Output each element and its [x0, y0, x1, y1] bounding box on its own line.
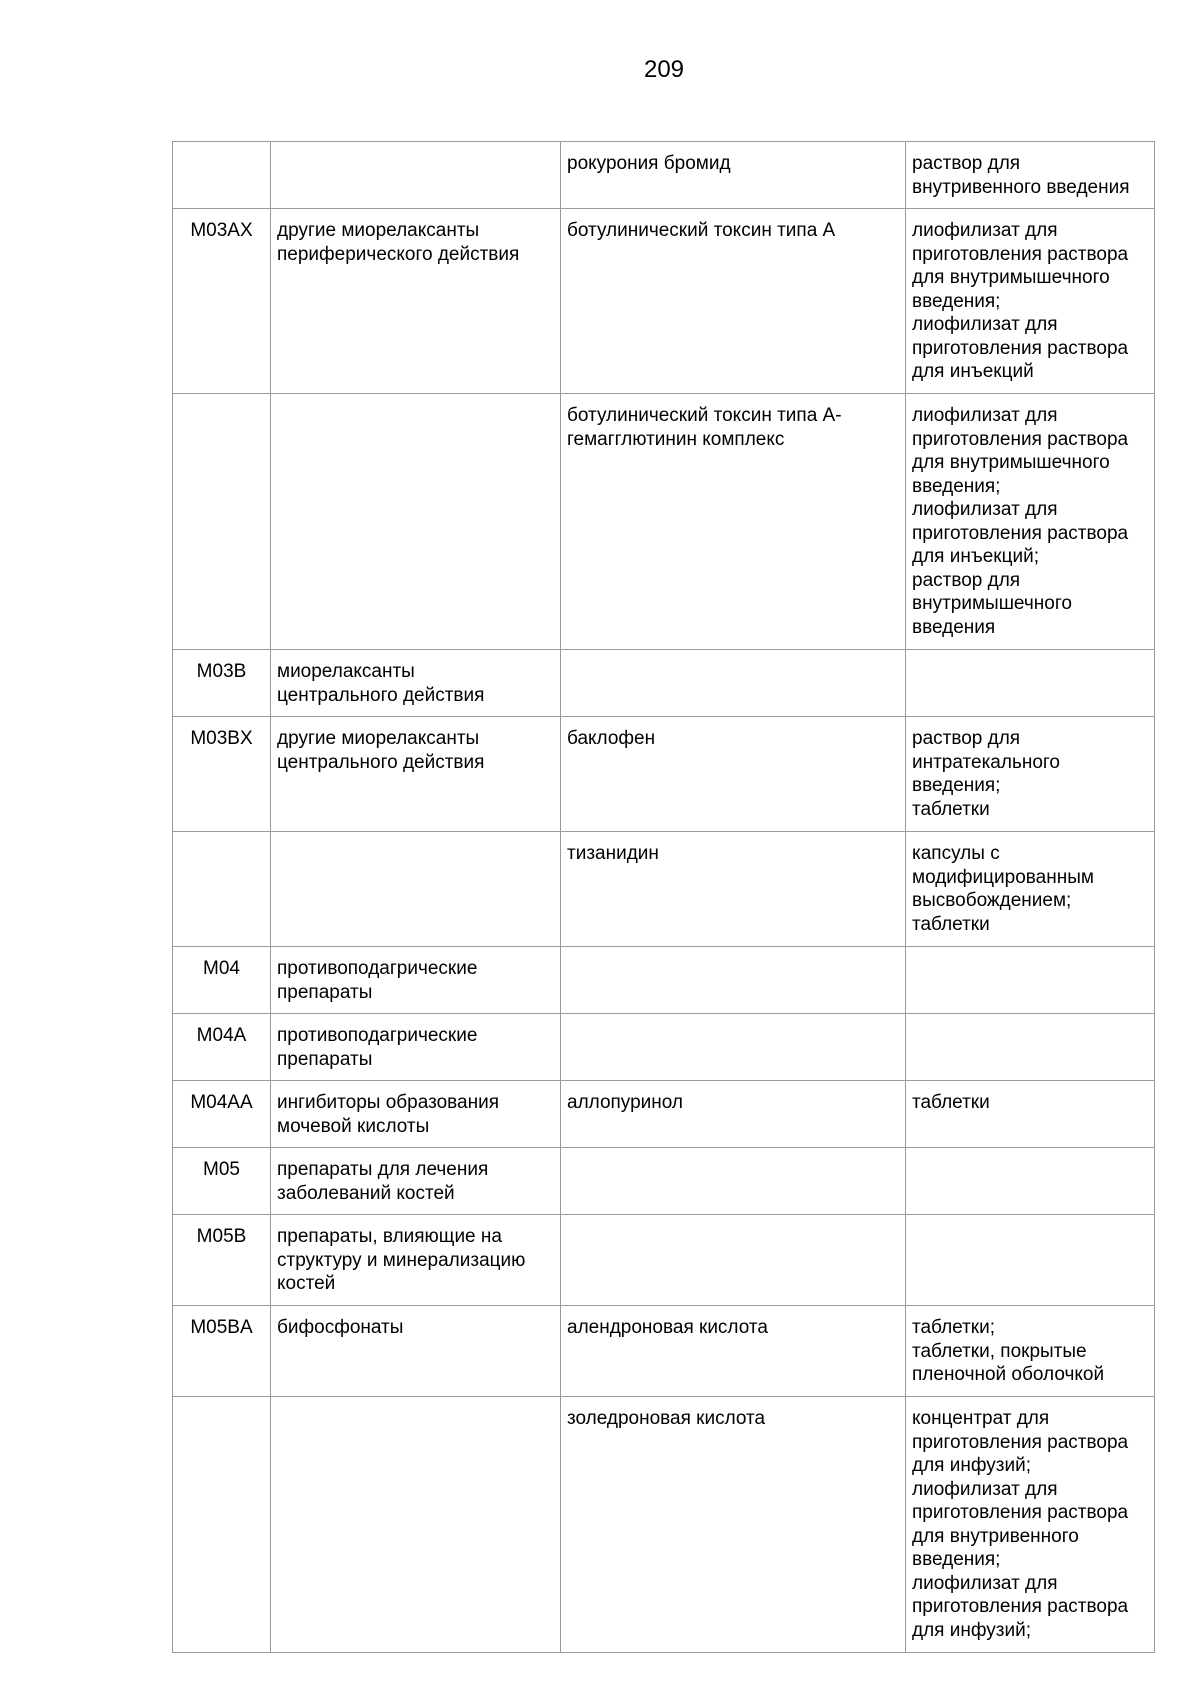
table-row	[173, 1148, 1155, 1215]
dosage-form-cell: концентрат для приготовления раствора для инфузий; лиофилизат для приготовления раствора для внутривенного введения; лиофилизат для приготовления раствора для инфузий;	[906, 1397, 1155, 1653]
table-row	[173, 394, 1155, 650]
table-row	[173, 142, 1155, 209]
dosage-form-cell	[906, 1014, 1155, 1081]
drug-cell: ботулинический токсин типа А- гемагглютинин комплекс	[561, 394, 906, 650]
table-row	[173, 1215, 1155, 1306]
drug-cell	[561, 1014, 906, 1081]
group-cell: противоподагрические препараты	[271, 947, 561, 1014]
drug-table	[172, 141, 1155, 1653]
table-row	[173, 717, 1155, 832]
dosage-form-cell: лиофилизат для приготовления раствора для внутримышечного введения; лиофилизат для приготовления раствора для инъекций; раствор для внутримышечного введения	[906, 394, 1155, 650]
table-row	[173, 1397, 1155, 1653]
atc-code-cell	[173, 832, 271, 947]
table-row	[173, 947, 1155, 1014]
atc-code-cell	[173, 142, 271, 209]
drug-cell	[561, 1215, 906, 1306]
drug-cell: ботулинический токсин типа А	[561, 209, 906, 394]
group-cell: бифосфонаты	[271, 1306, 561, 1397]
atc-code-cell: M03AX	[173, 209, 271, 394]
group-cell	[271, 394, 561, 650]
group-cell: миорелаксанты центрального действия	[271, 650, 561, 717]
group-cell: препараты для лечения заболеваний костей	[271, 1148, 561, 1215]
group-cell	[271, 142, 561, 209]
group-cell	[271, 832, 561, 947]
dosage-form-cell: раствор для внутривенного введения	[906, 142, 1155, 209]
drug-cell: тизанидин	[561, 832, 906, 947]
group-cell: препараты, влияющие на структуру и минерализацию костей	[271, 1215, 561, 1306]
group-cell: противоподагрические препараты	[271, 1014, 561, 1081]
table-row	[173, 650, 1155, 717]
drug-cell: аллопуринол	[561, 1081, 906, 1148]
atc-code-cell	[173, 394, 271, 650]
atc-code-cell: M05B	[173, 1215, 271, 1306]
drug-cell	[561, 650, 906, 717]
group-cell: ингибиторы образования мочевой кислоты	[271, 1081, 561, 1148]
dosage-form-cell	[906, 1215, 1155, 1306]
drug-cell: золедроновая кислота	[561, 1397, 906, 1653]
atc-code-cell: M03B	[173, 650, 271, 717]
dosage-form-cell: таблетки; таблетки, покрытые пленочной оболочкой	[906, 1306, 1155, 1397]
dosage-form-cell: лиофилизат для приготовления раствора для внутримышечного введения; лиофилизат для приготовления раствора для инъекций	[906, 209, 1155, 394]
table-row	[173, 1081, 1155, 1148]
table-row	[173, 1306, 1155, 1397]
group-cell	[271, 1397, 561, 1653]
page-number: 209	[643, 56, 685, 83]
atc-code-cell: M05BA	[173, 1306, 271, 1397]
dosage-form-cell	[906, 650, 1155, 717]
dosage-form-cell: капсулы с модифицированным высвобождением; таблетки	[906, 832, 1155, 947]
atc-code-cell: M04	[173, 947, 271, 1014]
group-cell: другие миорелаксанты центрального действия	[271, 717, 561, 832]
dosage-form-cell	[906, 1148, 1155, 1215]
drug-cell: рокурония бромид	[561, 142, 906, 209]
drug-cell	[561, 1148, 906, 1215]
atc-code-cell: M03BX	[173, 717, 271, 832]
atc-code-cell: M05	[173, 1148, 271, 1215]
table-row	[173, 1014, 1155, 1081]
group-cell: другие миорелаксанты периферического действия	[271, 209, 561, 394]
dosage-form-cell	[906, 947, 1155, 1014]
atc-code-cell: M04A	[173, 1014, 271, 1081]
drug-cell: алендроновая кислота	[561, 1306, 906, 1397]
atc-code-cell	[173, 1397, 271, 1653]
table-row	[173, 209, 1155, 394]
dosage-form-cell: раствор для интратекального введения; таблетки	[906, 717, 1155, 832]
dosage-form-cell: таблетки	[906, 1081, 1155, 1148]
drug-cell: баклофен	[561, 717, 906, 832]
table-row	[173, 832, 1155, 947]
atc-code-cell: M04AA	[173, 1081, 271, 1148]
drug-cell	[561, 947, 906, 1014]
